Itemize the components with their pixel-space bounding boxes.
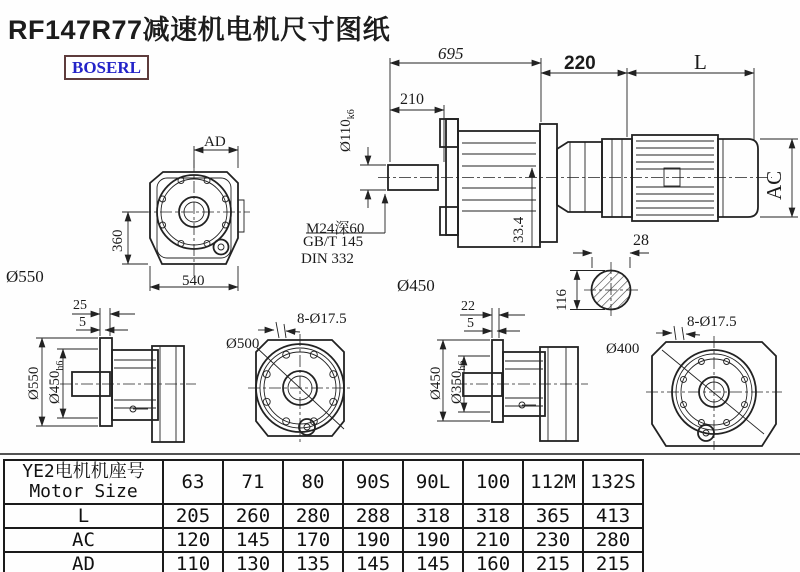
table-row-AD: [4, 552, 643, 572]
dim-spigot-450-base: Ø450: [47, 370, 63, 404]
cell: 190: [343, 528, 403, 552]
flange-face-2-linework: [646, 326, 782, 450]
dim-shaft-dia-110: [338, 109, 357, 152]
cell: 318: [403, 504, 463, 528]
dim-motor-length-L: L: [694, 50, 707, 74]
label-outer-550: Ø550: [6, 267, 44, 286]
header-size: 63: [163, 460, 223, 504]
dim-key-width-28: 28: [633, 232, 649, 249]
cell: 170: [283, 528, 343, 552]
header-size: 112M: [523, 460, 583, 504]
label-flange-450: Ø450: [397, 276, 435, 295]
assembly-view-linework: [306, 58, 798, 247]
cell: 280: [283, 504, 343, 528]
cell: 215: [583, 552, 643, 572]
cell: 130: [223, 552, 283, 572]
table-row-L: [4, 504, 643, 528]
row-label: AD: [4, 552, 163, 572]
dim-motor-height-AC: AC: [762, 170, 786, 200]
header-motor-size-en: Motor Size: [29, 481, 138, 502]
dim-overall-695: 695: [438, 44, 464, 63]
dim-spigot-450-tol: h6: [55, 360, 66, 371]
header-motor-size: [4, 460, 163, 504]
cell: 135: [283, 552, 343, 572]
cell: 280: [583, 528, 643, 552]
row-label: L: [4, 504, 163, 528]
cell: 120: [163, 528, 223, 552]
dim-spigot-450: [47, 361, 66, 404]
cell: 260: [223, 504, 283, 528]
header-motor-size-cn: YE2电机机座号: [22, 461, 145, 482]
dim-shaft-dia-base: Ø110: [338, 119, 354, 152]
cell: 210: [463, 528, 523, 552]
label-bolt-holes-1: 8-Ø17.5: [297, 311, 347, 327]
dim-AD: AD: [204, 134, 226, 150]
shaft-section-linework: [570, 253, 649, 318]
header-size: 80: [283, 460, 343, 504]
cell: 190: [403, 528, 463, 552]
dim-spigot-350: [449, 361, 468, 404]
dim-shaft-dia-tol: k6: [346, 109, 357, 120]
label-face-dia-500: Ø500: [226, 336, 260, 352]
header-size: 100: [463, 460, 523, 504]
header-size: 71: [223, 460, 283, 504]
cell: 145: [223, 528, 283, 552]
cell: 413: [583, 504, 643, 528]
cell: 288: [343, 504, 403, 528]
dim-flange-od-550: Ø550: [26, 366, 42, 400]
flange-face-1-linework: [248, 322, 352, 442]
note-gbt-145: GB/T 145: [303, 234, 364, 250]
cell: 145: [343, 552, 403, 572]
dim-shaft-length-210: 210: [400, 91, 424, 108]
cell: 145: [403, 552, 463, 572]
table-header-row: [4, 460, 643, 504]
cell: 160: [463, 552, 523, 572]
dim-key-33-4: 33.4: [511, 216, 527, 243]
cell: 205: [163, 504, 223, 528]
table-row-AC: [4, 528, 643, 552]
label-bolt-holes-2: 8-Ø17.5: [687, 314, 737, 330]
front-view-linework: [122, 146, 250, 291]
cell: 215: [523, 552, 583, 572]
dim-spigot-350-base: Ø350: [449, 370, 465, 404]
page-title: RF147R77减速机电机尺寸图纸: [8, 15, 391, 45]
dim-stage-220: 220: [564, 53, 596, 74]
dim-5a: 5: [79, 315, 86, 330]
header-size: 90S: [343, 460, 403, 504]
dim-spigot-350-tol: h6: [457, 360, 468, 371]
label-face-dia-400: Ø400: [606, 341, 640, 357]
cell: 365: [523, 504, 583, 528]
note-din-332: DIN 332: [301, 251, 354, 267]
dim-5b: 5: [467, 316, 474, 331]
cell: 318: [463, 504, 523, 528]
cell: 230: [523, 528, 583, 552]
dim-25: 25: [73, 298, 87, 313]
dim-360: 360: [110, 229, 126, 252]
motor-size-table: [3, 459, 644, 572]
header-size: 132S: [583, 460, 643, 504]
dim-flange-od-450: Ø450: [428, 366, 444, 400]
row-label: AC: [4, 528, 163, 552]
dim-540: 540: [182, 273, 205, 289]
dim-shaft-116: 116: [554, 289, 570, 311]
note-tap-m24: M24深60: [306, 221, 365, 237]
header-size: 90L: [403, 460, 463, 504]
dim-22: 22: [461, 299, 475, 314]
brand-logo: BOSERL: [64, 55, 149, 80]
cell: 110: [163, 552, 223, 572]
